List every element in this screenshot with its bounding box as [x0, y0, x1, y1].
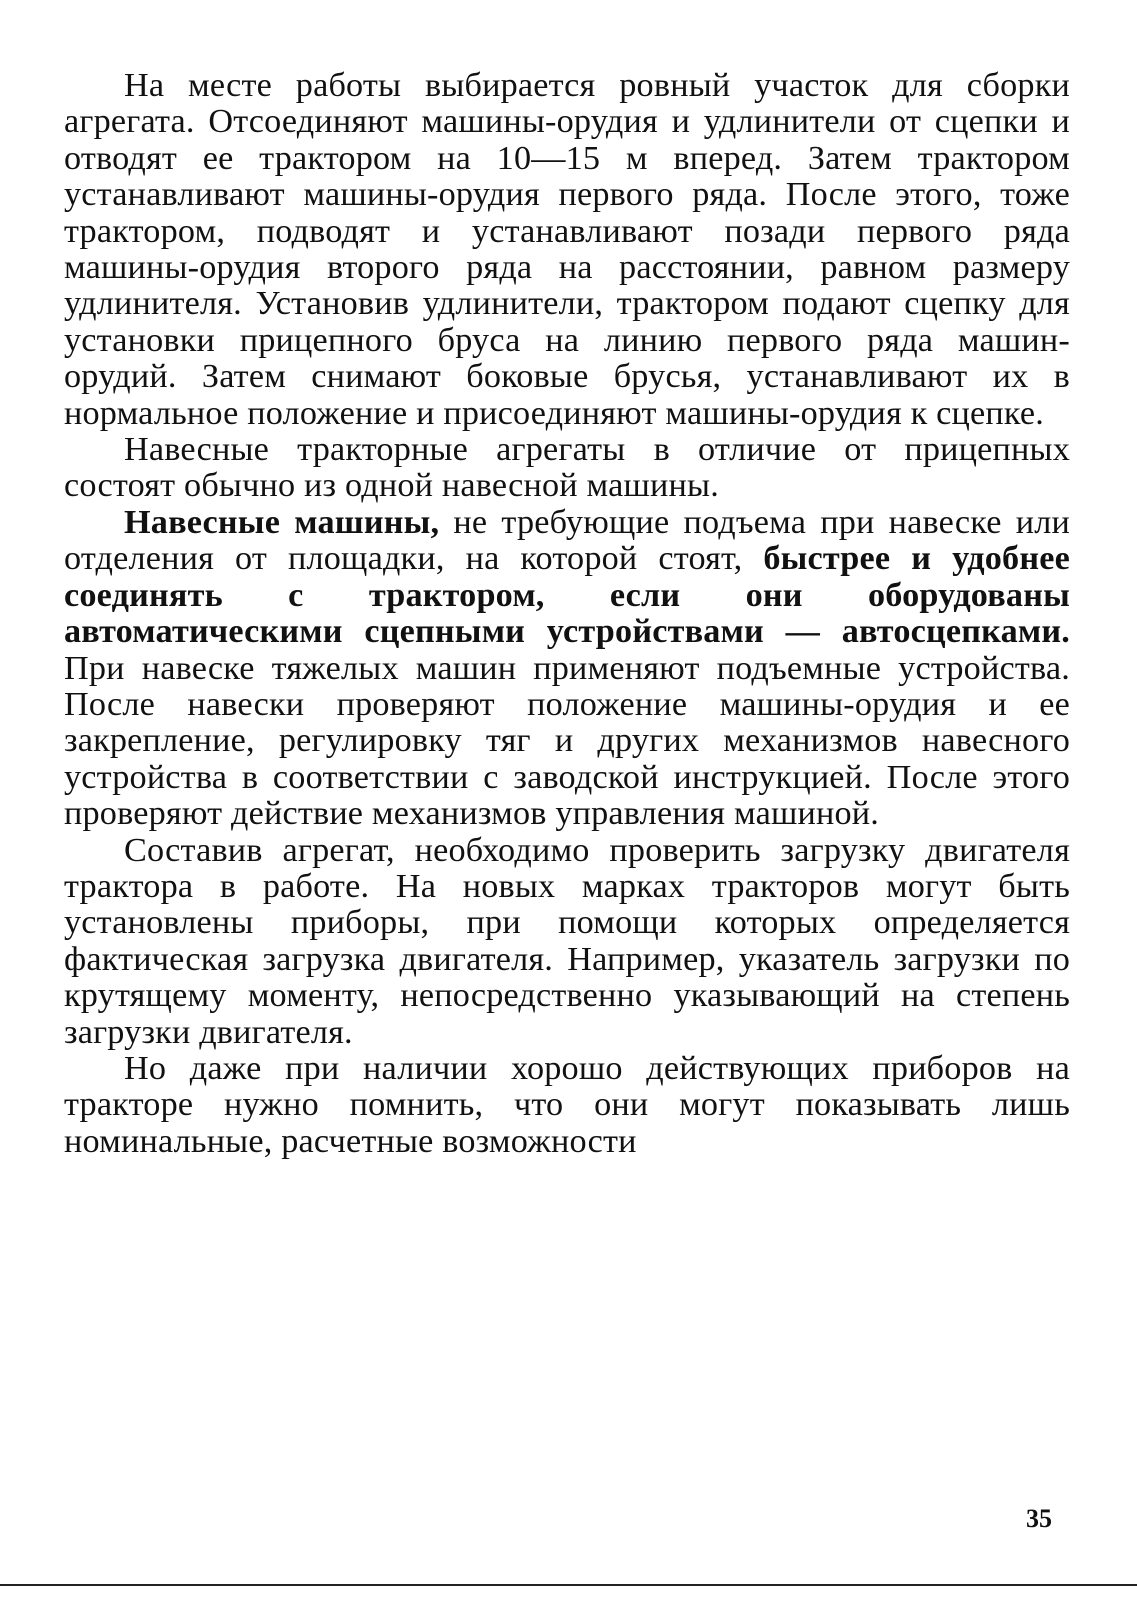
paragraph-3-bold-term: Навесные машины, — [124, 503, 440, 541]
page-number: 35 — [1026, 1504, 1052, 1533]
paragraph-3-text-a: не требующие подъема при навеске или отделения от площадки, на которой стоят, — [64, 503, 1070, 578]
paragraph-3-bold-statement: быстрее и удобнее соединять с трактором, если они оборудованы автоматическими сцепными устройствами — автосцепками. — [64, 540, 1070, 651]
paragraph-4 — [64, 833, 1070, 1051]
paragraph-4-text: Составив агрегат, необходимо проверить загрузку двигателя трактора в работе. На новых марках тракторов могут быть установлены приборы, при помощи которых определяется фактическая загрузка двигателя. Например, указатель загрузки по крутящему моменту, непосредственно указывающий на степень загрузки двигателя. — [64, 831, 1070, 1051]
paragraph-5-text: Но даже при наличии хорошо действующих приборов на тракторе нужно помнить, что они могут показывать лишь номинальные, расчетные возможности — [64, 1049, 1070, 1160]
paragraph-2-text: Навесные тракторные агрегаты в отличие от прицепных состоят обычно из одной навесной машины. — [64, 431, 1070, 505]
paragraph-2 — [64, 432, 1070, 505]
paragraph-5 — [64, 1051, 1070, 1160]
paragraph-3-text-b: При навеске тяжелых машин применяют подъемные устройства. После навески проверяют положение машины-орудия и ее закрепление, регулировку тяг и других механизмов навесного устройства в соответствии с заводской инструкцией. После этого проверяют действие механизмов управления машиной. — [64, 649, 1070, 833]
paragraph-1-text: На месте работы выбирается ровный участок для сборки агрегата. Отсоединяют машины-орудия и удлинители от сцепки и отводят ее трактором на 10—15 м вперед. Затем трактором устанавливают машины-орудия первого ряда. После этого, тоже трактором, подводят и устанавливают позади первого ряда машины-орудия второго ряда на расстоянии, равном размеру удлинителя. Установив удлинители, трактором подают сцепку для установки прицепного бруса на линию первого ряда машин-орудий. Затем снимают боковые брусья, устанавливают их в нормальное положение и присоединяют машины-орудия к сцепке. — [64, 67, 1070, 432]
page-body — [64, 68, 1070, 1160]
paragraph-3 — [64, 505, 1070, 833]
bottom-divider — [0, 1584, 1137, 1586]
paragraph-1 — [64, 68, 1070, 432]
